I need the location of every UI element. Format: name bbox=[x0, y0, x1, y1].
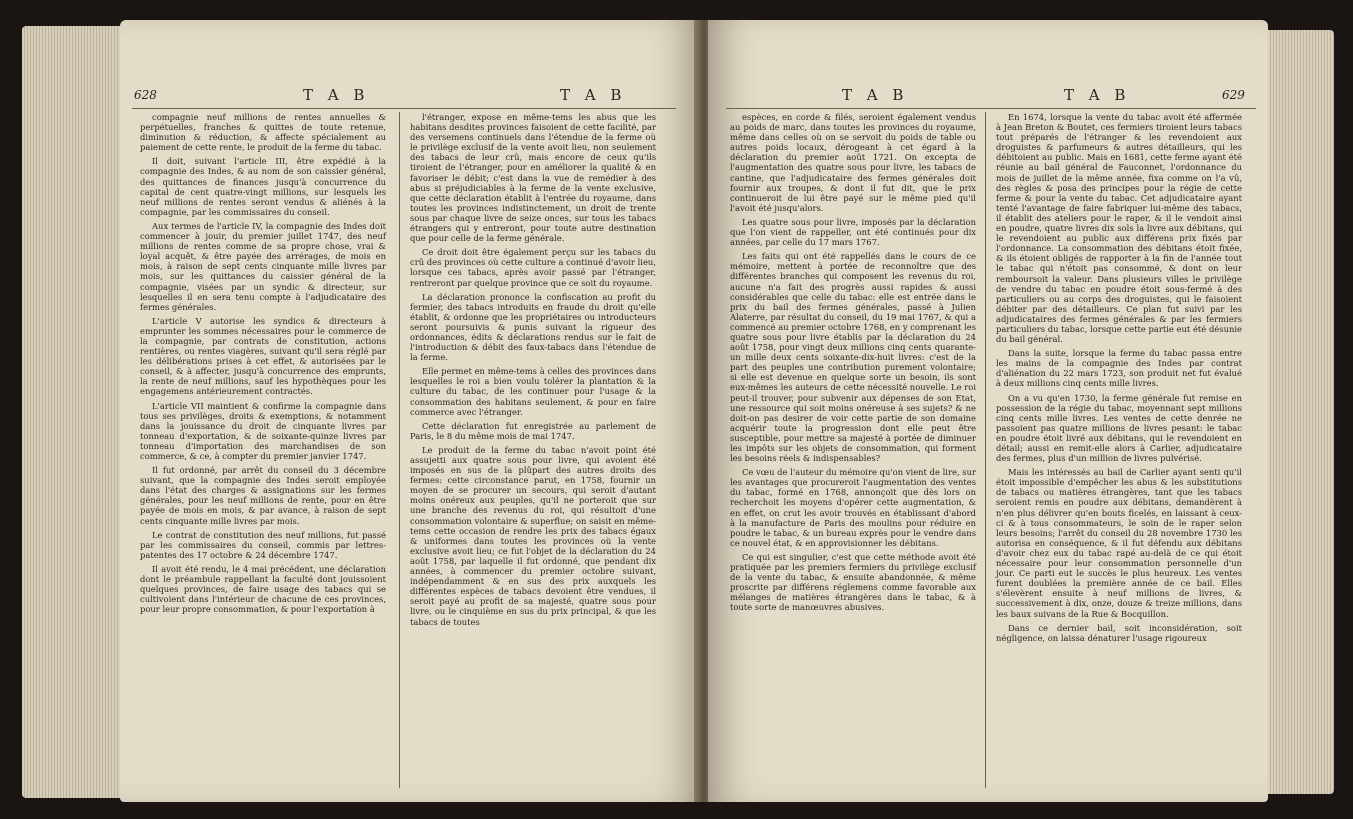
left-header-rule bbox=[132, 108, 676, 109]
right-page-number: 629 bbox=[1222, 88, 1245, 102]
paragraph: Cette déclaration fut enregistrée au parlement de Paris, le 8 du même mois de mai 1747. bbox=[410, 420, 656, 441]
paragraph: Il fut ordonné, par arrêt du conseil du 3 décembre suivant, que la compagnie des Indes seroit employée dans l'état des charges & assignations sur les fermes générales, pour les neuf millions de rente, pour en être payée de mois en mois, & par avance, à raison de sept cents cinquante mille livres par mois. bbox=[140, 465, 386, 526]
left-page bbox=[120, 20, 700, 802]
left-page-edges bbox=[22, 26, 122, 798]
right-header-word-1: T A B bbox=[842, 86, 909, 104]
paragraph: Dans ce dernier bail, soit inconsidération, soit négligence, on laissa dénaturer l'usage rigoureux bbox=[996, 622, 1242, 643]
paragraph: Ce qui est singulier, c'est que cette méthode avoit été pratiquée par les premiers fermiers du privilège exclusif de la vente du tabac, & ensuite abandonnée, & même proscrite par différens réglemens comme favorable aux mélanges de matières étrangères dans le tabac, & à toute sorte de manœuvres abusives. bbox=[730, 551, 976, 613]
paragraph: Mais les intéressés au bail de Carlier ayant senti qu'il étoit impossible d'empêcher les abus & les substitutions de tabacs ou matières étrangères, tant que les tabacs seroient remis en poudre aux débitans, demandèrent à n'en plus délivrer qu'en bouts ficelés, en laissant à ceux-ci & à tous consommateurs, le soin de le raper selon leurs besoins; l'arrêt du conseil du 28 novembre 1730 les autorisa en conséquence, & il fut défendu aux débitans d'avoir chez eux du tabac rapé au-delà de ce qui étoit nécessaire pour leur consommation personnelle d'un jour. Ce parti eut le succès le plus heureux. Les ventes furent doublées la première année de ce bail. Elles s'élevèrent ensuite à neuf millions de livres, & successivement à dix, onze, douze & treize millions, dans les baux suivans de la Rue & Bocquillon. bbox=[996, 467, 1242, 619]
right-page-column-1 bbox=[730, 112, 976, 617]
left-page-header bbox=[120, 86, 700, 108]
paragraph: espèces, en corde & filés, seroient également vendus au poids de marc, dans toutes les provinces du royaume, même dans celles où on se servoit du poids de table ou autres poids locaux, dérogeant à cet égard à la déclaration du premier août 1721. On excepta de l'augmentation des quatre sous pour livre, les tabacs de cantine, que l'adjudicataire des fermes générales doit fournir aux troupes, & dont il fut dit, que le prix continueroit de lui être payé sur le même pied qu'il l'avoit été jusqu'alors. bbox=[730, 112, 976, 213]
paragraph: Aux termes de l'article IV, la compagnie des Indes doit commencer à jouir, du premier juillet 1747, des neuf millions de rentes comme de sa propre chose, vrai & loyal acquêt, & être payée des arrérages, de mois en mois, à raison de sept cents cinquante mille livres par mois, sur les quittances du caissier général de la compagnie, visées par un syndic & directeur, sur lesquelles il en sera tenu compte à l'adjudicataire des fermes générales. bbox=[140, 220, 386, 312]
paragraph: Le produit de la ferme du tabac n'avoit point été assujetti aux quatre sous pour livre, qui avoient été imposés en sus de la plûpart des autres droits des fermes: cette circonstance parut, en 1758, fournir un moyen de se procurer un secours, qui seroit d'autant moins onéreux aux peuples, qu'il ne porteroit que sur une branche des revenus du roi, qui résultoit d'une consommation volontaire & superflue; on saisit en même-tems cette occasion de rendre les prix des tabacs égaux & uniformes dans toutes les provinces où la vente exclusive avoit lieu; ce fut l'objet de la déclaration du 24 août 1758, par laquelle il fut ordonné, que pendant dix années, à commencer du premier octobre suivant, indépendamment & en sus des prix auxquels les différentes espèces de tabacs devoient être vendues, il seroit payé au profit de sa majesté, quatre sous pour livre, ou le cinquième en sus du prix principal, & que les tabacs de toutes bbox=[410, 444, 656, 627]
left-column-divider bbox=[399, 112, 400, 788]
paragraph: Elle permet en même-tems à celles des provinces dans lesquelles le roi a bien voulu tolérer la plantation & la culture du tabac, de les continuer pour l'usage & la consommation des habitans seulement, & pour en faire commerce avec l'étranger. bbox=[410, 366, 656, 417]
left-page-number: 628 bbox=[134, 88, 157, 102]
paragraph: Ce droit doit être également perçu sur les tabacs du crû des provinces où cette culture a continué d'avoir lieu, lorsque ces tabacs, après avoir passé par l'étranger, rentreront par quelque province que ce soit du royaume. bbox=[410, 247, 656, 288]
paragraph: L'article VII maintient & confirme la compagnie dans tous ses privilèges, droits & exemptions, & notamment dans la jouissance du droit de cinquante livres par tonneau d'exportation, & de soixante-quinze livres par tonneau d'importation des marchandises de son commerce, & ce, à compter du premier janvier 1747. bbox=[140, 400, 386, 461]
left-page-column-2 bbox=[410, 112, 656, 631]
right-column-divider bbox=[985, 112, 986, 788]
paragraph: Dans la suite, lorsque la ferme du tabac passa entre les mains de la compagnie des Indes par contrat d'aliénation du 22 mars 1723, son produit net fut évalué à deux millions cinq cents mille livres. bbox=[996, 348, 1242, 389]
right-page bbox=[708, 20, 1268, 802]
paragraph: compagnie neuf millions de rentes annuelles & perpétuelles, franches & quittes de toute retenue, diminution & réduction, & affecte spécialement au paiement de cette rente, le produit de la ferme du tabac. bbox=[140, 112, 386, 153]
paragraph: Ce vœu de l'auteur du mémoire qu'on vient de lire, sur les avantages que procureroit l'augmentation des ventes du tabac, formé en 1768, annonçoit que dès lors on recherchoit les moyens d'opérer cette augmentation, & en effet, on crut les avoir trouvés en établissant d'abord à la manufacture de Paris des moulins pour réduire en poudre le tabac, & un bureau exprès pour le vendre dans ce nouvel état, & en approvisionner les débitans. bbox=[730, 467, 976, 548]
left-header-word-1: T A B bbox=[303, 86, 370, 104]
paragraph: Les quatre sous pour livre, imposés par la déclaration que l'on vient de rappeller, ont été continués pour dix années, par celle du 17 mars 1767. bbox=[730, 216, 976, 248]
paragraph: l'étranger, expose en même-tems les abus que les habitans desdites provinces faisoient de cette facilité, par des versemens continuels dans l'étendue de la ferme où le privilège exclusif de la vente avoit lieu, non seulement des tabacs de leur crû, mais encore de ceux qu'ils tiroient de l'étranger, pour en améliorer la qualité & en favoriser le débit; c'est dans la vue de remédier à des abus si préjudiciables à la ferme de la vente exclusive, que cette déclaration établit à l'entrée du royaume, dans toutes les provinces indistinctement, un droit de trente sous par chaque livre de seize onces, sur tous les tabacs étrangers qui y entreront, pour toute autre destination que pour celle de la ferme générale. bbox=[410, 112, 656, 244]
paragraph: Il doit, suivant l'article III, être expédié à la compagnie des Indes, & au nom de son caissier général, des quittances de finances jusqu'à concurrence du capital de cent quatre-vingt millions, sur lesquels les neuf millions de rentes seront vendus & aliénés à la compagnie, par les commissaires du conseil. bbox=[140, 156, 386, 217]
left-header-word-2: T A B bbox=[560, 86, 627, 104]
paragraph: Les faits qui ont été rappellés dans le cours de ce mémoire, mettent à portée de reconnoître que des différentes branches qui composent les revenus du roi, aucune n'a fait des progrès aussi rapides & aussi considérables que celle du tabac: elle est entrée dans le prix du bail des fermes générales, passé à Julien Alaterre, par résultat du conseil, du 19 mai 1767, & qui a commencé au premier octobre 1768, en y comprenant les quatre sous pour livre établis par la déclaration du 24 août 1758, pour vingt deux millions cinq cents quarante-un mille deux cents soixante-dix-huit livres: c'est de la part des peuples une contribution purement volontaire; si elle est devenue en quelque sorte un besoin, ils sont eux-mêmes les auteurs de cette nécessité nouvelle. Le roi peut-il trouver, pour subvenir aux dépenses de son Etat, une ressource qui soit moins onéreuse à ses sujets? & ne doit-on pas desirer de voir cette partie de son domaine acquérir toute la progression dont elle peut être susceptible, pour mettre sa majesté à portée de diminuer les impôts sur les objets de consommation, qui forment les besoins réels & indispensables? bbox=[730, 251, 976, 464]
paragraph: Le contrat de constitution des neuf millions, fut passé par les commissaires du conseil, commis par lettres-patentes des 17 octobre & 24 décembre 1747. bbox=[140, 529, 386, 560]
open-book bbox=[14, 8, 1342, 814]
right-page-column-2 bbox=[996, 112, 1242, 647]
paragraph: L'article V autorise les syndics & directeurs à emprunter les sommes nécessaires pour le commerce de la compagnie, par contrats de constitution, actions rentières, ou rentes viagères, suivant qu'il sera réglé par les délibérations prises à cet effet, & autorisées par le conseil, & à affecter, jusqu'à concurrence des emprunts, la rente de neuf millions, sauf les hypothèques pour les engagemens antérieurement contractés. bbox=[140, 315, 386, 397]
paragraph: La déclaration prononce la confiscation au profit du fermier, des tabacs introduits en fraude du droit qu'elle établit, & ordonne que les propriétaires ou introducteurs seront poursuivis & punis suivant la rigueur des ordonnances, édits & déclarations rendus sur le fait de l'introduction & débit des faux-tabacs dans l'étendue de la ferme. bbox=[410, 291, 656, 363]
right-page-edges bbox=[1264, 30, 1334, 794]
left-page-column-1 bbox=[140, 112, 386, 618]
paragraph: Il avoit été rendu, le 4 mai précédent, une déclaration dont le préambule rappellant la faculté dont jouissoient quelques provinces, de faire usage des tabacs qui se cultivoient dans l'intérieur de chacune de ces provinces, pour leur propre consommation, & pour l'exportation à bbox=[140, 563, 386, 615]
right-page-header bbox=[708, 86, 1268, 108]
right-header-word-2: T A B bbox=[1064, 86, 1131, 104]
paragraph: On a vu qu'en 1730, la ferme générale fut remise en possession de la régie du tabac, moyennant sept millions cinq cents mille livres. Les ventes de cette denrée ne passoient pas quatre millions de livres pesant: le tabac en poudre étoit livré aux débitans, qui le revendoient en détail; aussi en remit-elle alors à Carlier, adjudicataire des fermes, plus d'un million de livres pulvérisé. bbox=[996, 392, 1242, 464]
right-header-rule bbox=[726, 108, 1256, 109]
paragraph: En 1674, lorsque la vente du tabac avoit été affermée à Jean Breton & Boutet, ces fermiers tiroient leurs tabacs tout préparés de l'étranger & les revendoient aux droguistes & parfumeurs & autres détailleurs, qui les débitoient au public. Mais en 1681, cette ferme ayant été réunie au bail général de Fauconnet, l'ordonnance du mois de juillet de la même année, fixa comme on l'a vû, des règles & posa des principes pour la régie de cette ferme & pour la vente du tabac. Cet adjudicataire ayant tenté l'avantage de faire fabriquer lui-même des tabacs, il établit des ateliers pour le raper, & il le vendoit ainsi en poudre, quatre livres dix sols la livre aux débitans, qui le revendoient au public aux différens prix fixés par l'ordonnance. La consommation des débitans étoit fixée, & ils étoient obligés de rapporter à la fin de l'année tout le tabac qui n'étoit pas consommé, & dont on leur remboursoit la valeur. Dans plusieurs villes le privilège de vendre du tabac en poudre étoit sous-fermé à des particuliers ou au corps des droguistes, qui le faisoient débiter par des détailleurs. Ce plan fut suivi par les adjudicataires des fermes générales & par les fermiers particuliers du tabac, lorsque cette partie eut été désunie du bail général. bbox=[996, 112, 1242, 345]
